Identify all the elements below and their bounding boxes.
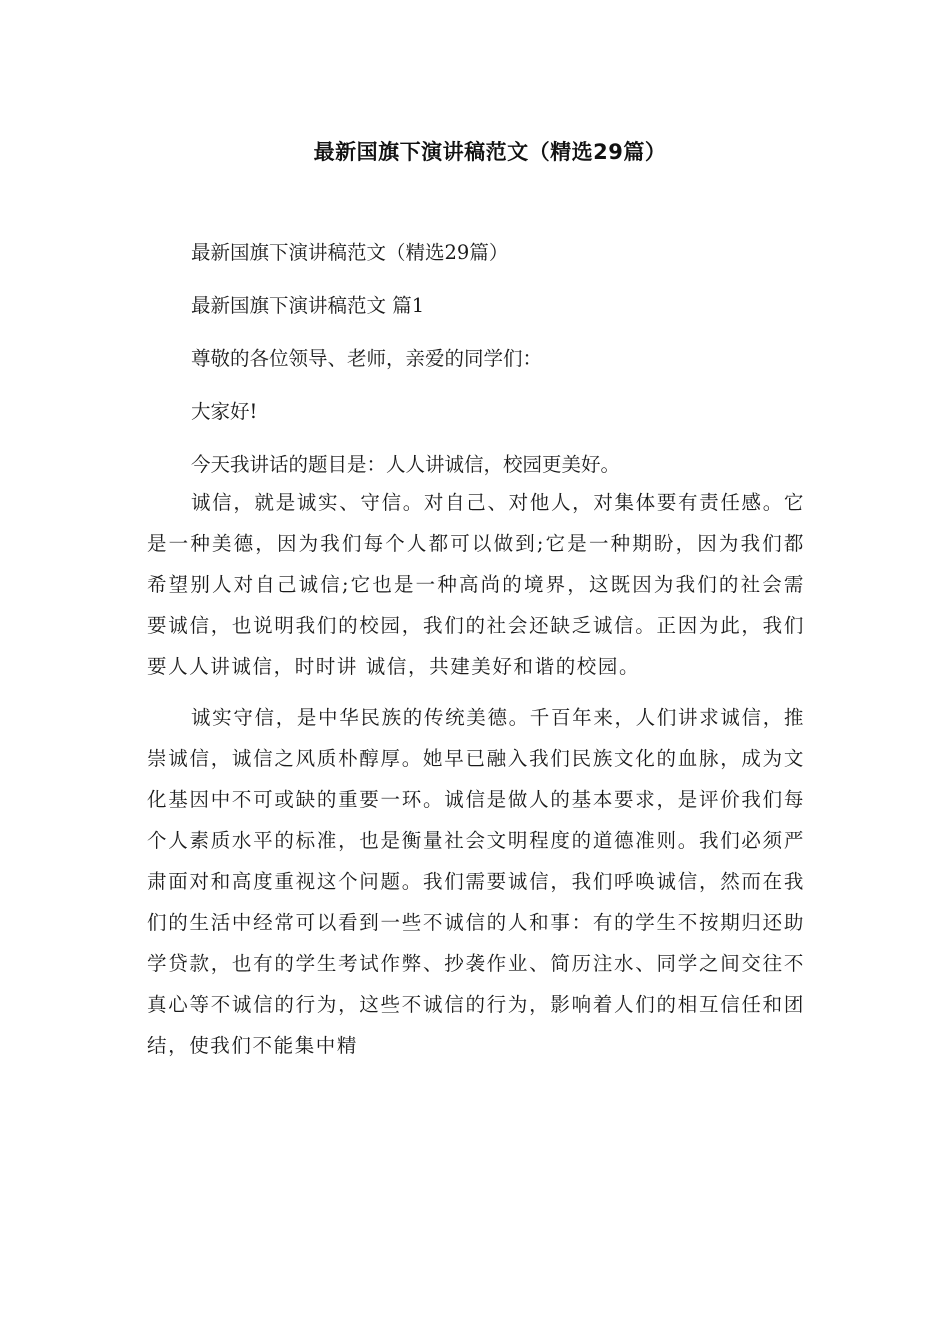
speech-body [147,482,805,1076]
body-paragraph-2: 诚实守信，是中华民族的传统美德。千百年来，人们讲求诚信，推崇诚信，诚信之风质朴醇厚。她早已融入我们民族文化的血脉，成为文化基因中不可或缺的重要一环。诚信是做人的基本要求，是评价我们每个人素质水平的标准，也是衡量社会文明程度的道德准则。我们必须严肃面对和高度重视这个问题。我们需要诚信，我们呼唤诚信，然而在我们的生活中经常可以看到一些不诚信的人和事：有的学生不按期归还助学贷款，也有的学生考试作弊、抄袭作业、简历注水、同学之间交往不真心等不诚信的行为，这些不诚信的行为，影响着人们的相互信任和团结，使我们不能集中精 [147,706,805,1057]
intro-line-topic: 今天我讲话的题目是：人人讲诚信，校园更美好。 [191,453,621,476]
document-title: 最新国旗下演讲稿范文（精选29篇） [313,140,667,164]
body-paragraph-1: 诚信，就是诚实、守信。对自己、对他人，对集体要有责任感。它是一种美德，因为我们每个人都可以做到;它是一种期盼，因为我们都希望别人对自己诚信;它也是一种高尚的境界，这既因为我们的社会需要诚信，也说明我们的校园，我们的社会还缺乏诚信。正因为此，我们要人人讲诚信，时时讲 诚信，共建美好和谐的校园。 [147,491,805,678]
intro-line-greeting: 大家好! [191,400,258,423]
intro-line-section-heading: 最新国旗下演讲稿范文 篇1 [191,294,425,317]
intro-line-salutation: 尊敬的各位领导、老师，亲爱的同学们： [191,347,543,370]
intro-lines [147,238,805,503]
intro-line-repeat-title: 最新国旗下演讲稿范文（精选29篇） [191,241,509,264]
